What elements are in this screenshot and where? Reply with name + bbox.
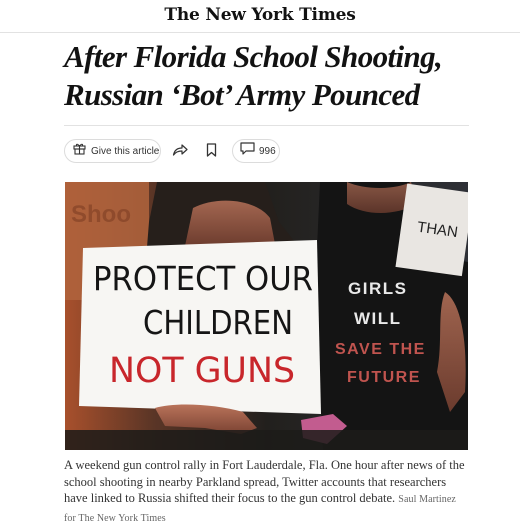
headline-line-2: Russian ‘Bot’ Army Pounced	[64, 77, 420, 112]
caption-text: A weekend gun control rally in Fort Lauderdale, Fla. One hour after news of the school shooting in nearby Parkland spread, Twitter accounts that researchers have linked to Russia shifted their focus to the gun control debate.	[64, 458, 465, 506]
comment-count: 996	[259, 145, 276, 157]
right-sign	[395, 184, 468, 277]
protest-sign	[79, 240, 321, 414]
sign-line-2: CHILDREN	[143, 303, 293, 342]
comment-icon	[240, 142, 255, 160]
divider	[64, 125, 469, 126]
give-article-button[interactable]	[64, 139, 161, 163]
shirt-text-line4: FUTURE	[347, 369, 421, 386]
background-sign-text: Shoo	[71, 201, 131, 228]
nyt-logo[interactable]: The New York Times	[164, 5, 356, 25]
sign-line-1: PROTECT OUR	[93, 259, 313, 298]
photo-credit: Saul Martinez for The New York Times	[64, 494, 456, 524]
share-button[interactable]	[170, 143, 190, 161]
save-button[interactable]	[202, 143, 220, 161]
headline-line-1: After Florida School Shooting,	[64, 39, 443, 74]
masthead	[0, 0, 520, 33]
right-sign-text: THAN	[416, 218, 459, 242]
give-article-label: Give this article	[91, 145, 160, 157]
photo-caption	[64, 457, 470, 527]
shirt-text-line3: SAVE THE	[335, 341, 426, 358]
bookmark-icon	[206, 143, 217, 162]
share-icon	[172, 143, 188, 162]
sign-line-3: NOT GUNS	[109, 351, 295, 391]
gift-icon	[73, 142, 86, 160]
article-photo	[65, 182, 468, 450]
article-headline	[64, 38, 484, 114]
comments-button[interactable]	[232, 139, 280, 163]
shirt-text-line2: WILL	[354, 309, 402, 328]
shirt-text-line1: GIRLS	[348, 279, 408, 298]
